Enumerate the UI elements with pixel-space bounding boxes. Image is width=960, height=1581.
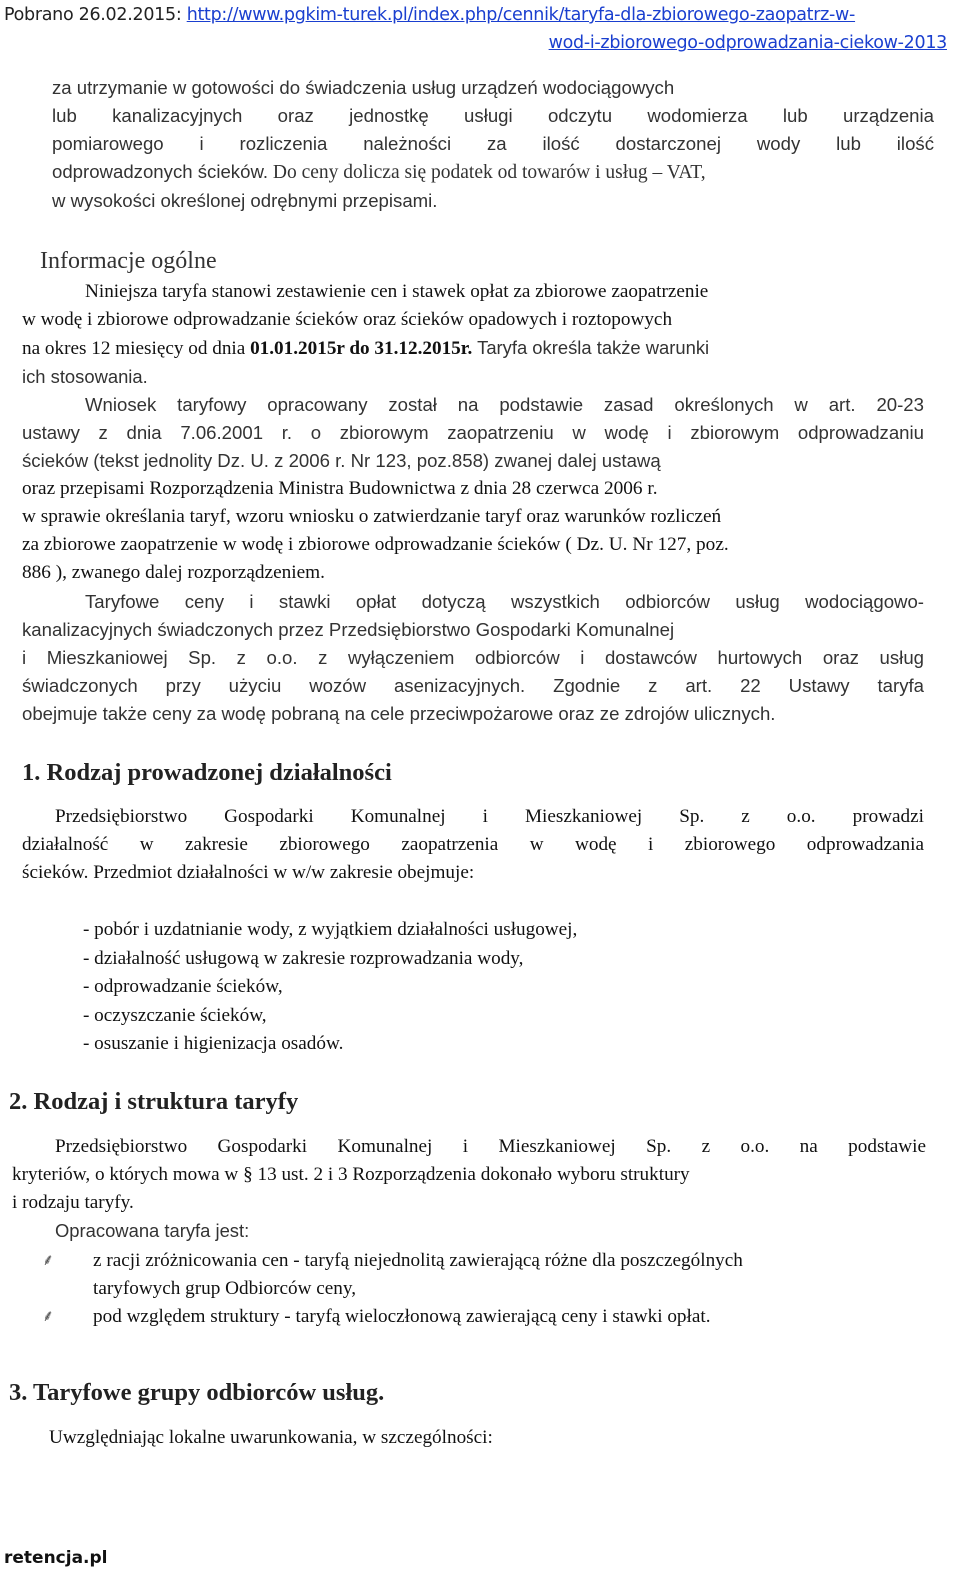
- list-item: - pobór i uzdatnianie wody, z wyjątkiem działalności usługowej,: [83, 919, 578, 940]
- text-line: ich stosowania.: [22, 366, 148, 387]
- list-item: [42, 1303, 932, 1331]
- text-line: 886 ), zwanego dalej rozporządzeniem.: [22, 562, 326, 583]
- text-line: Niniejsza taryfa stanowi zestawienie cen i stawek opłat za zbiorowe zaopatrzenie: [85, 281, 709, 302]
- text-line: w sprawie określania taryf, wzoru wniosku o zatwierdzanie taryf oraz warunków rozliczeń: [22, 506, 722, 527]
- list-item: - działalność usługową w zakresie rozprowadzania wody,: [83, 947, 524, 969]
- section-2-paragraph: [12, 1133, 926, 1245]
- text-line: i Mieszkaniowej Sp. z o.o. z wyłączeniem odbiorców i dostawców hurtowych oraz usług: [22, 647, 924, 668]
- source-link[interactable]: http://www.pgkim-turek.pl/index.php/cennik/taryfa-dla-zbiorowego-zaopatrz-w-: [186, 5, 856, 25]
- intro-text: odprowadzonych ścieków.: [52, 161, 269, 182]
- bullet-icon: ⸙: [42, 1308, 55, 1325]
- text-line: [22, 334, 922, 363]
- intro-text: Do ceny dolicza się podatek od towarów i usług – VAT,: [268, 162, 706, 183]
- intro-line: [52, 158, 934, 187]
- general-paragraph-2: [22, 391, 924, 587]
- intro-line: pomiarowego i rozliczenia należności za ilość dostarczonej wody lub ilość: [52, 133, 934, 154]
- section-3-heading: 3. Taryfowe grupy odbiorców usług.: [9, 1379, 385, 1406]
- section-title-general: Informacje ogólne: [40, 248, 217, 274]
- tariff-type-list: [42, 1247, 932, 1331]
- text: na okres 12 miesięcy od dnia: [22, 338, 251, 359]
- download-info: [4, 2, 855, 28]
- text-line: Przedsiębiorstwo Gospodarki Komunalnej i Mieszkaniowej Sp. z o.o. na podstawie: [55, 1136, 926, 1157]
- text-line: kanalizacyjnych świadczonych przez Przedsiębiorstwo Gospodarki Komunalnej: [22, 619, 675, 640]
- text-line: i rodzaju taryfy.: [12, 1192, 134, 1213]
- source-link-continuation: [549, 30, 947, 56]
- list-item: [42, 1247, 932, 1303]
- list-item: - oczyszczanie ścieków,: [83, 1004, 267, 1026]
- text-line: Wniosek taryfowy opracowany został na podstawie zasad określonych w art. 20-23: [85, 394, 924, 415]
- footer-site-name: retencja.pl: [4, 1548, 108, 1568]
- general-paragraph-3: [22, 588, 924, 728]
- text-line: Taryfowe ceny i stawki opłat dotyczą wszystkich odbiorców usług wodociągowo-: [85, 591, 924, 612]
- section-3-paragraph: [49, 1424, 929, 1452]
- date-range: 01.01.2015r do 31.12.2015r.: [250, 338, 473, 359]
- activity-list: [83, 916, 577, 1059]
- list-item: - osuszanie i higienizacja osadów.: [83, 1033, 344, 1054]
- section-1-heading: 1. Rodzaj prowadzonej działalności: [22, 759, 392, 786]
- text-line: działalność w zakresie zbiorowego zaopatrzenia w wodę i zbiorowego odprowadzania: [22, 834, 924, 855]
- download-date: Pobrano 26.02.2015:: [4, 5, 187, 25]
- text-line: obejmuje także ceny za wodę pobraną na cele przeciwpożarowe oraz ze zdrojów ulicznych.: [22, 703, 776, 724]
- text-line: Opracowana taryfa jest:: [55, 1220, 250, 1241]
- text-line: Uwzględniając lokalne uwarunkowania, w szczególności:: [49, 1427, 493, 1448]
- text-line: ścieków. Przedmiot działalności w w/w zakresie obejmuje:: [22, 862, 475, 883]
- intro-line: lub kanalizacyjnych oraz jednostkę usługi odczytu wodomierza lub urządzenia: [52, 105, 934, 126]
- text: Taryfa określa także warunki: [472, 337, 710, 358]
- section-1-paragraph: [22, 803, 924, 887]
- text-line: kryteriów, o których mowa w § 13 ust. 2 i 3 Rozporządzenia dokonało wyboru struktury: [12, 1164, 690, 1185]
- intro-paragraph: [52, 74, 934, 215]
- text-line: taryfowych grup Odbiorców ceny,: [93, 1278, 357, 1299]
- list-item: - odprowadzanie ścieków,: [83, 976, 283, 997]
- source-link-part2[interactable]: wod-i-zbiorowego-odprowadzania-ciekow-2013: [548, 33, 947, 53]
- section-2-heading: 2. Rodzaj i struktura taryfy: [9, 1088, 299, 1115]
- text-line: oraz przepisami Rozporządzenia Ministra Budownictwa z dnia 28 czerwca 2006 r.: [22, 478, 658, 499]
- text-line: z racji zróżnicowania cen - taryfą niejednolitą zawierającą różne dla poszczególnych: [93, 1250, 743, 1271]
- text-line: ścieków (tekst jednolity Dz. U. z 2006 r. Nr 123, poz.858) zwanej dalej ustawą: [22, 450, 661, 471]
- bullet-icon: ⸙: [42, 1252, 55, 1269]
- general-paragraph-1: [22, 278, 922, 391]
- intro-line: w wysokości określonej odrębnymi przepisami.: [52, 190, 438, 211]
- text-line: świadczonych przy użyciu wozów asenizacyjnych. Zgodnie z art. 22 Ustawy taryfa: [22, 675, 924, 696]
- text-line: w wodę i zbiorowe odprowadzanie ścieków oraz ścieków opadowych i roztopowych: [22, 309, 673, 330]
- text-line: Przedsiębiorstwo Gospodarki Komunalnej i Mieszkaniowej Sp. z o.o. prowadzi: [55, 806, 924, 827]
- text-line: ustawy z dnia 7.06.2001 r. o zbiorowym zaopatrzeniu w wodę i zbiorowym odprowadzaniu: [22, 422, 924, 443]
- text-line: pod względem struktury - taryfą wieloczłonową zawierającą ceny i stawki opłat.: [93, 1306, 711, 1327]
- intro-line: za utrzymanie w gotowości do świadczenia usług urządzeń wodociągowych: [52, 77, 675, 98]
- text-line: za zbiorowe zaopatrzenie w wodę i zbiorowe odprowadzanie ścieków ( Dz. U. Nr 127, poz.: [22, 534, 729, 555]
